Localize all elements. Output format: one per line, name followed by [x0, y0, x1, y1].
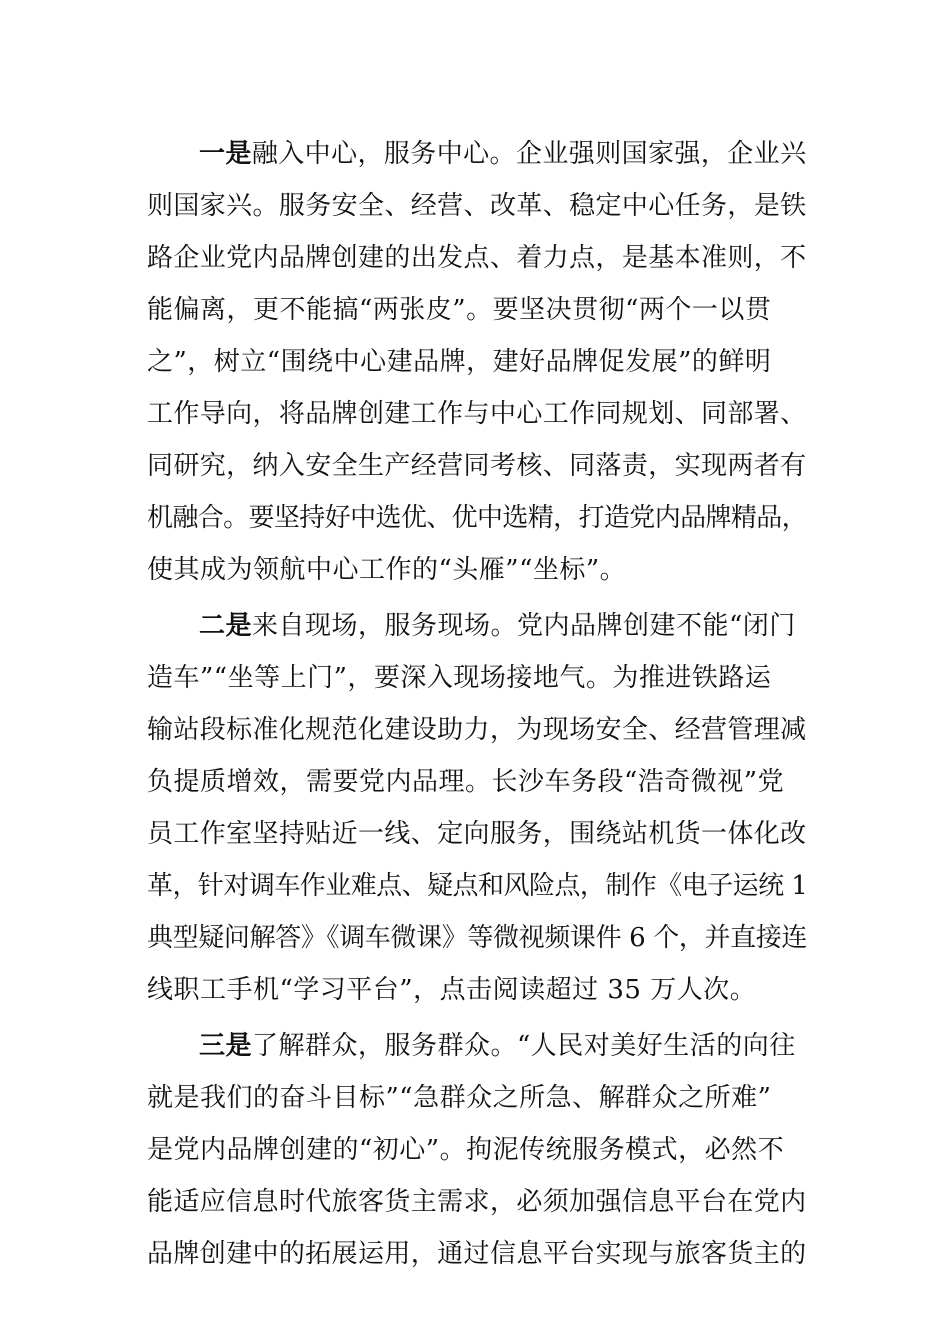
paragraph-line: 线职工手机“学习平台”，点击阅读超过 35 万人次。	[147, 975, 757, 1005]
paragraph-line: 革，针对调车作业难点、疑点和风险点，制作《电子运统 1	[147, 871, 808, 901]
paragraph-line: 负提质增效，需要党内品理。长沙车务段“浩奇微视”党	[147, 767, 785, 797]
paragraph-line: 品牌创建中的拓展运用，通过信息平台实现与旅客货主的	[147, 1239, 807, 1269]
paragraph-line: 输站段标准化规范化建设助力，为现场安全、经营管理减	[147, 715, 807, 745]
paragraph-line: 能偏离，更不能搞“两张皮”。要坚决贯彻“两个一以贯	[147, 295, 772, 325]
document-body	[147, 128, 807, 1280]
paragraph-line: 机融合。要坚持好中选优、优中选精，打造党内品牌精品，	[147, 503, 808, 533]
paragraph-line: 员工作室坚持贴近一线、定向服务，围绕站机货一体化改	[147, 819, 807, 849]
paragraph-line: 典型疑问解答》《调车微课》等微视频课件 6 个，并直接连	[147, 923, 808, 953]
paragraph-line: 之”，树立“围绕中心建品牌，建好品牌促发展”的鲜明	[147, 347, 772, 377]
paragraph-line: 则国家兴。服务安全、经营、改革、稳定中心任务，是铁	[147, 191, 807, 221]
paragraph-2	[147, 600, 807, 1016]
paragraph-line: 融入中心，服务中心。企业强则国家强，企业兴	[251, 139, 807, 169]
paragraph-line: 路企业党内品牌创建的出发点、着力点，是基本准则，不	[147, 243, 807, 273]
paragraph-1	[147, 128, 807, 596]
paragraph-lead: 三是	[199, 1031, 253, 1061]
paragraph-line: 同研究，纳入安全生产经营同考核、同落责，实现两者有	[147, 451, 807, 481]
paragraph-line: 造车”“坐等上门”，要深入现场接地气。为推进铁路运	[147, 663, 772, 693]
paragraph-line: 了解群众，服务群众。“人民对美好生活的向往	[252, 1031, 796, 1061]
paragraph-3	[147, 1020, 807, 1280]
paragraph-lead: 一是	[199, 139, 252, 169]
paragraph-line: 是党内品牌创建的“初心”。拘泥传统服务模式，必然不	[147, 1135, 785, 1165]
paragraph-lead: 二是	[199, 611, 253, 641]
paragraph-line: 使其成为领航中心工作的“头雁”“坐标”。	[147, 555, 627, 585]
paragraph-line: 来自现场，服务现场。党内品牌创建不能“闭门	[252, 611, 796, 641]
paragraph-line: 就是我们的奋斗目标”“急群众之所急、解群众之所难”	[147, 1083, 772, 1113]
paragraph-line: 工作导向，将品牌创建工作与中心工作同规划、同部署、	[147, 399, 807, 429]
paragraph-first-line	[147, 128, 807, 180]
paragraph-first-line	[147, 1020, 807, 1072]
paragraph-line: 能适应信息时代旅客货主需求，必须加强信息平台在党内	[147, 1187, 807, 1217]
paragraph-first-line	[147, 600, 807, 652]
